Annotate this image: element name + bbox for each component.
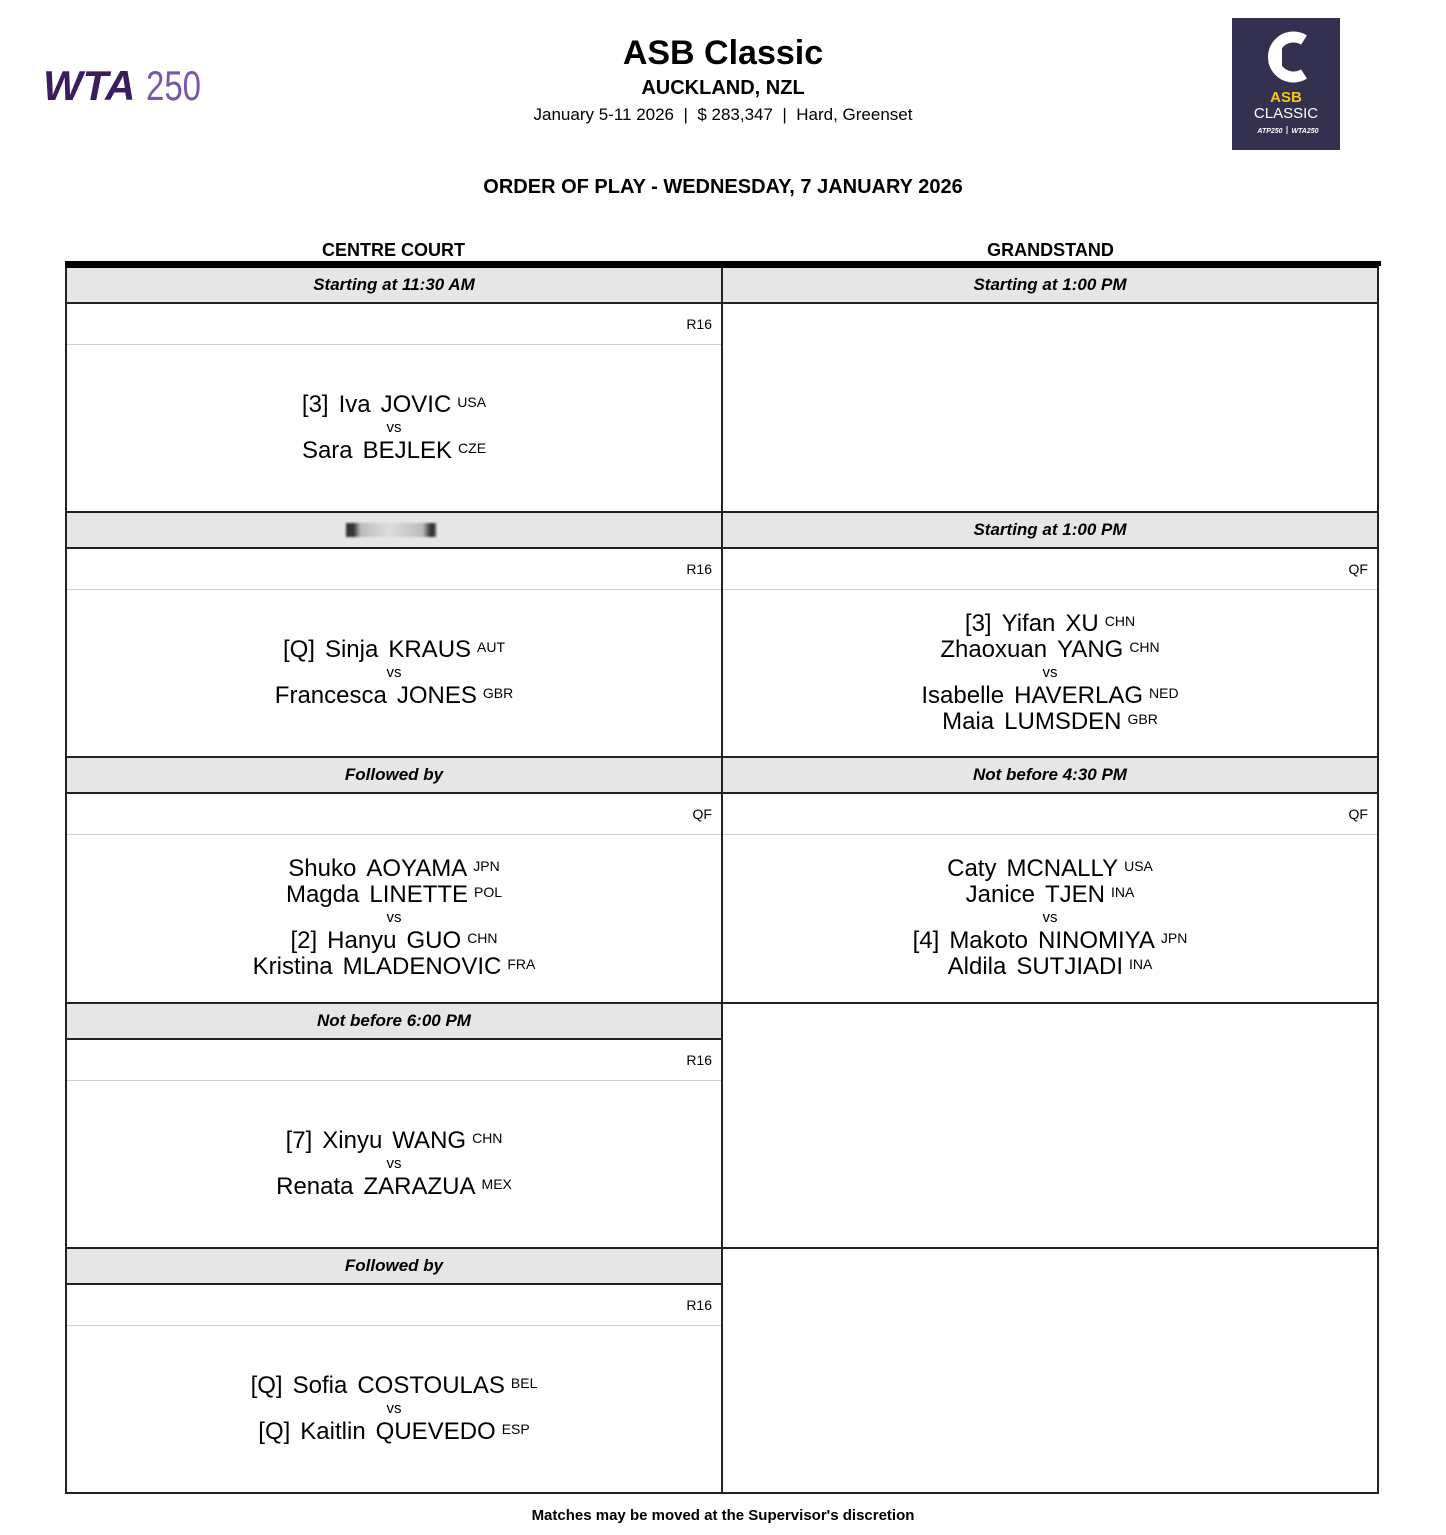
player-row [921,683,1178,709]
match-slot [722,266,1379,512]
player-last-name: BEJLEK [362,437,453,464]
match-slot [722,1248,1379,1494]
player-row [947,856,1153,882]
player-row [253,954,536,980]
match-slot [65,1248,722,1494]
player-last-name: SUTJIADI [1016,953,1124,980]
player-row [251,1373,538,1399]
player-last-name: MLADENOVIC [342,953,502,980]
player-row [283,637,505,663]
versus-label: vs [386,663,402,681]
player-first-name: Sinja [324,635,379,663]
slot-time-header [723,513,1377,549]
player-last-name: GUO [406,927,462,954]
player-first-name: Maia [942,707,995,735]
match-block [723,835,1377,1001]
player-seed: [7] [285,1126,313,1154]
player-first-name: Isabelle [921,681,1005,709]
player-first-name: Makoto [949,927,1029,954]
player-last-name: HAVERLAG [1014,681,1144,709]
player-last-name: COSTOULAS [357,1372,505,1399]
match-round: QF [723,549,1377,590]
player-row [966,882,1135,908]
player-first-name: Magda [285,881,360,908]
player-first-name: Aldila [947,953,1007,980]
player-country: BEL [510,1375,538,1391]
player-seed: [3] [301,391,329,418]
svg-text:CLASSIC: CLASSIC [1253,105,1319,122]
slot-time: Starting at 11:30 AM [313,275,475,294]
player-country: CZE [458,440,487,456]
slot-time: Not before 6:00 PM [317,1010,471,1030]
slot-time-header [67,268,721,304]
player-row [276,1174,512,1200]
svg-text:WTA: WTA [43,62,136,109]
player-row [286,882,502,908]
player-first-name: Kaitlin [300,1418,366,1445]
player-first-name: Yifan [1001,609,1056,637]
player-first-name: Hanyu [327,927,397,954]
player-first-name: Renata [276,1172,354,1200]
player-first-name: Xinyu [322,1126,383,1154]
slot-time: Starting at 1:00 PM [973,275,1127,294]
versus-label: vs [386,1400,402,1417]
player-country: GBR [482,684,514,701]
player-last-name: XU [1065,609,1099,637]
player-first-name: Zhaoxuan [940,635,1048,663]
match-block [67,835,721,1001]
svg-text:ATP250: ATP250 [1257,128,1283,135]
player-country: MEX [481,1175,512,1192]
player-last-name: LUMSDEN [1004,707,1122,735]
match-round: QF [67,794,721,835]
svg-text:WTA250: WTA250 [1291,128,1319,135]
player-last-name: MCNALLY [1006,855,1119,882]
player-last-name: ZARAZUA [363,1172,476,1200]
player-country: NED [1149,684,1179,701]
slot-time: Not before 4:30 PM [973,765,1127,784]
slot-time-header [67,758,721,794]
tournament-title: ASB Classic [622,34,824,72]
match-block [723,590,1377,756]
player-row [302,438,486,464]
slot-time-header [67,1249,721,1285]
svg-text:ASB: ASB [1270,89,1302,106]
player-row [948,954,1153,980]
player-country: USA [1124,858,1153,874]
player-country: INA [1111,884,1135,900]
match-slot [722,1003,1379,1249]
versus-label: vs [386,1154,402,1172]
slot-time: Starting at 1:00 PM [973,519,1127,539]
player-country: JPN [1160,930,1188,946]
match-block [67,590,721,756]
player-last-name: JONES [396,681,477,709]
player-country: JPN [473,858,500,874]
versus-label: vs [386,909,402,926]
grandstand-column [722,266,1379,1494]
match-block [67,345,721,511]
player-row [286,1128,503,1154]
slot-time-header [67,513,721,549]
player-row [302,392,486,418]
player-row [290,928,497,954]
player-country: ESP [501,1421,530,1437]
player-row [275,683,513,709]
player-country: GBR [1127,710,1158,727]
court-title-centre: CENTRE COURT [322,240,465,260]
player-country: CHN [1129,638,1160,655]
player-row [942,709,1158,735]
match-slot [65,266,722,512]
player-row [913,928,1188,954]
footer-note: Matches may be moved at the Supervisor's discretion [531,1507,915,1524]
match-block [67,1326,721,1492]
slot-time-header [723,268,1377,304]
player-first-name: Caty [947,855,997,882]
player-last-name: JOVIC [380,391,452,418]
player-row [965,611,1135,637]
match-slot [65,1003,722,1249]
match-round: QF [723,794,1377,835]
player-seed: [4] [912,927,940,954]
match-round: R16 [67,1040,721,1081]
player-last-name: KRAUS [388,635,472,663]
player-last-name: YANG [1057,635,1124,663]
player-first-name: Shuko [288,855,357,882]
player-seed: [3] [964,609,992,637]
match-slot [722,757,1379,1003]
player-last-name: LINETTE [369,881,469,908]
player-country: CHN [1104,612,1136,629]
player-seed: [Q] [250,1372,283,1399]
player-first-name: Iva [338,391,371,418]
court-title-grandstand: GRANDSTAND [987,240,1114,260]
player-row [940,637,1159,663]
player-country: CHN [472,1129,503,1146]
match-slot [722,512,1379,758]
match-slot [65,512,722,758]
player-last-name: WANG [392,1126,467,1154]
redacted-time [346,523,442,537]
player-first-name: Janice [965,881,1036,908]
slot-time-header [67,1004,721,1040]
tournament-city: AUCKLAND, NZL [641,77,805,99]
versus-label: vs [1042,909,1058,926]
player-country: POL [474,884,503,900]
player-country: CHN [467,930,498,946]
asb-classic-logo [1232,18,1340,150]
versus-label: vs [1042,663,1058,681]
slot-time: Followed by [344,1256,444,1275]
versus-label: vs [386,419,402,436]
match-round: R16 [67,1285,721,1326]
player-seed: [2] [290,927,318,954]
player-last-name: QUEVEDO [375,1418,496,1445]
match-slot [65,757,722,1003]
player-country: FRA [507,956,536,972]
player-seed: [Q] [282,635,315,663]
slot-time: Followed by [344,765,444,784]
centre-court-column [65,266,722,1494]
player-last-name: AOYAMA [366,855,468,882]
player-first-name: Sara [301,437,353,464]
player-row [288,856,499,882]
player-first-name: Sofia [292,1372,348,1399]
player-first-name: Francesca [274,681,387,709]
player-country: AUT [477,638,506,655]
slot-time-header [723,758,1377,794]
player-row [258,1419,529,1445]
order-of-play-heading: ORDER OF PLAY - WEDNESDAY, 7 JANUARY 2026 [483,176,963,198]
player-seed: [Q] [258,1418,291,1445]
player-last-name: NINOMIYA [1038,927,1155,954]
player-country: USA [457,394,487,410]
match-round: R16 [67,549,721,590]
player-last-name: TJEN [1045,881,1106,908]
svg-text:250: 250 [146,62,201,109]
match-block [67,1081,721,1247]
player-first-name: Kristina [252,953,333,980]
match-round: R16 [67,304,721,345]
tournament-info: January 5-11 2026 | $ 283,347 | Hard, Greenset [533,105,913,124]
player-country: INA [1129,956,1153,972]
